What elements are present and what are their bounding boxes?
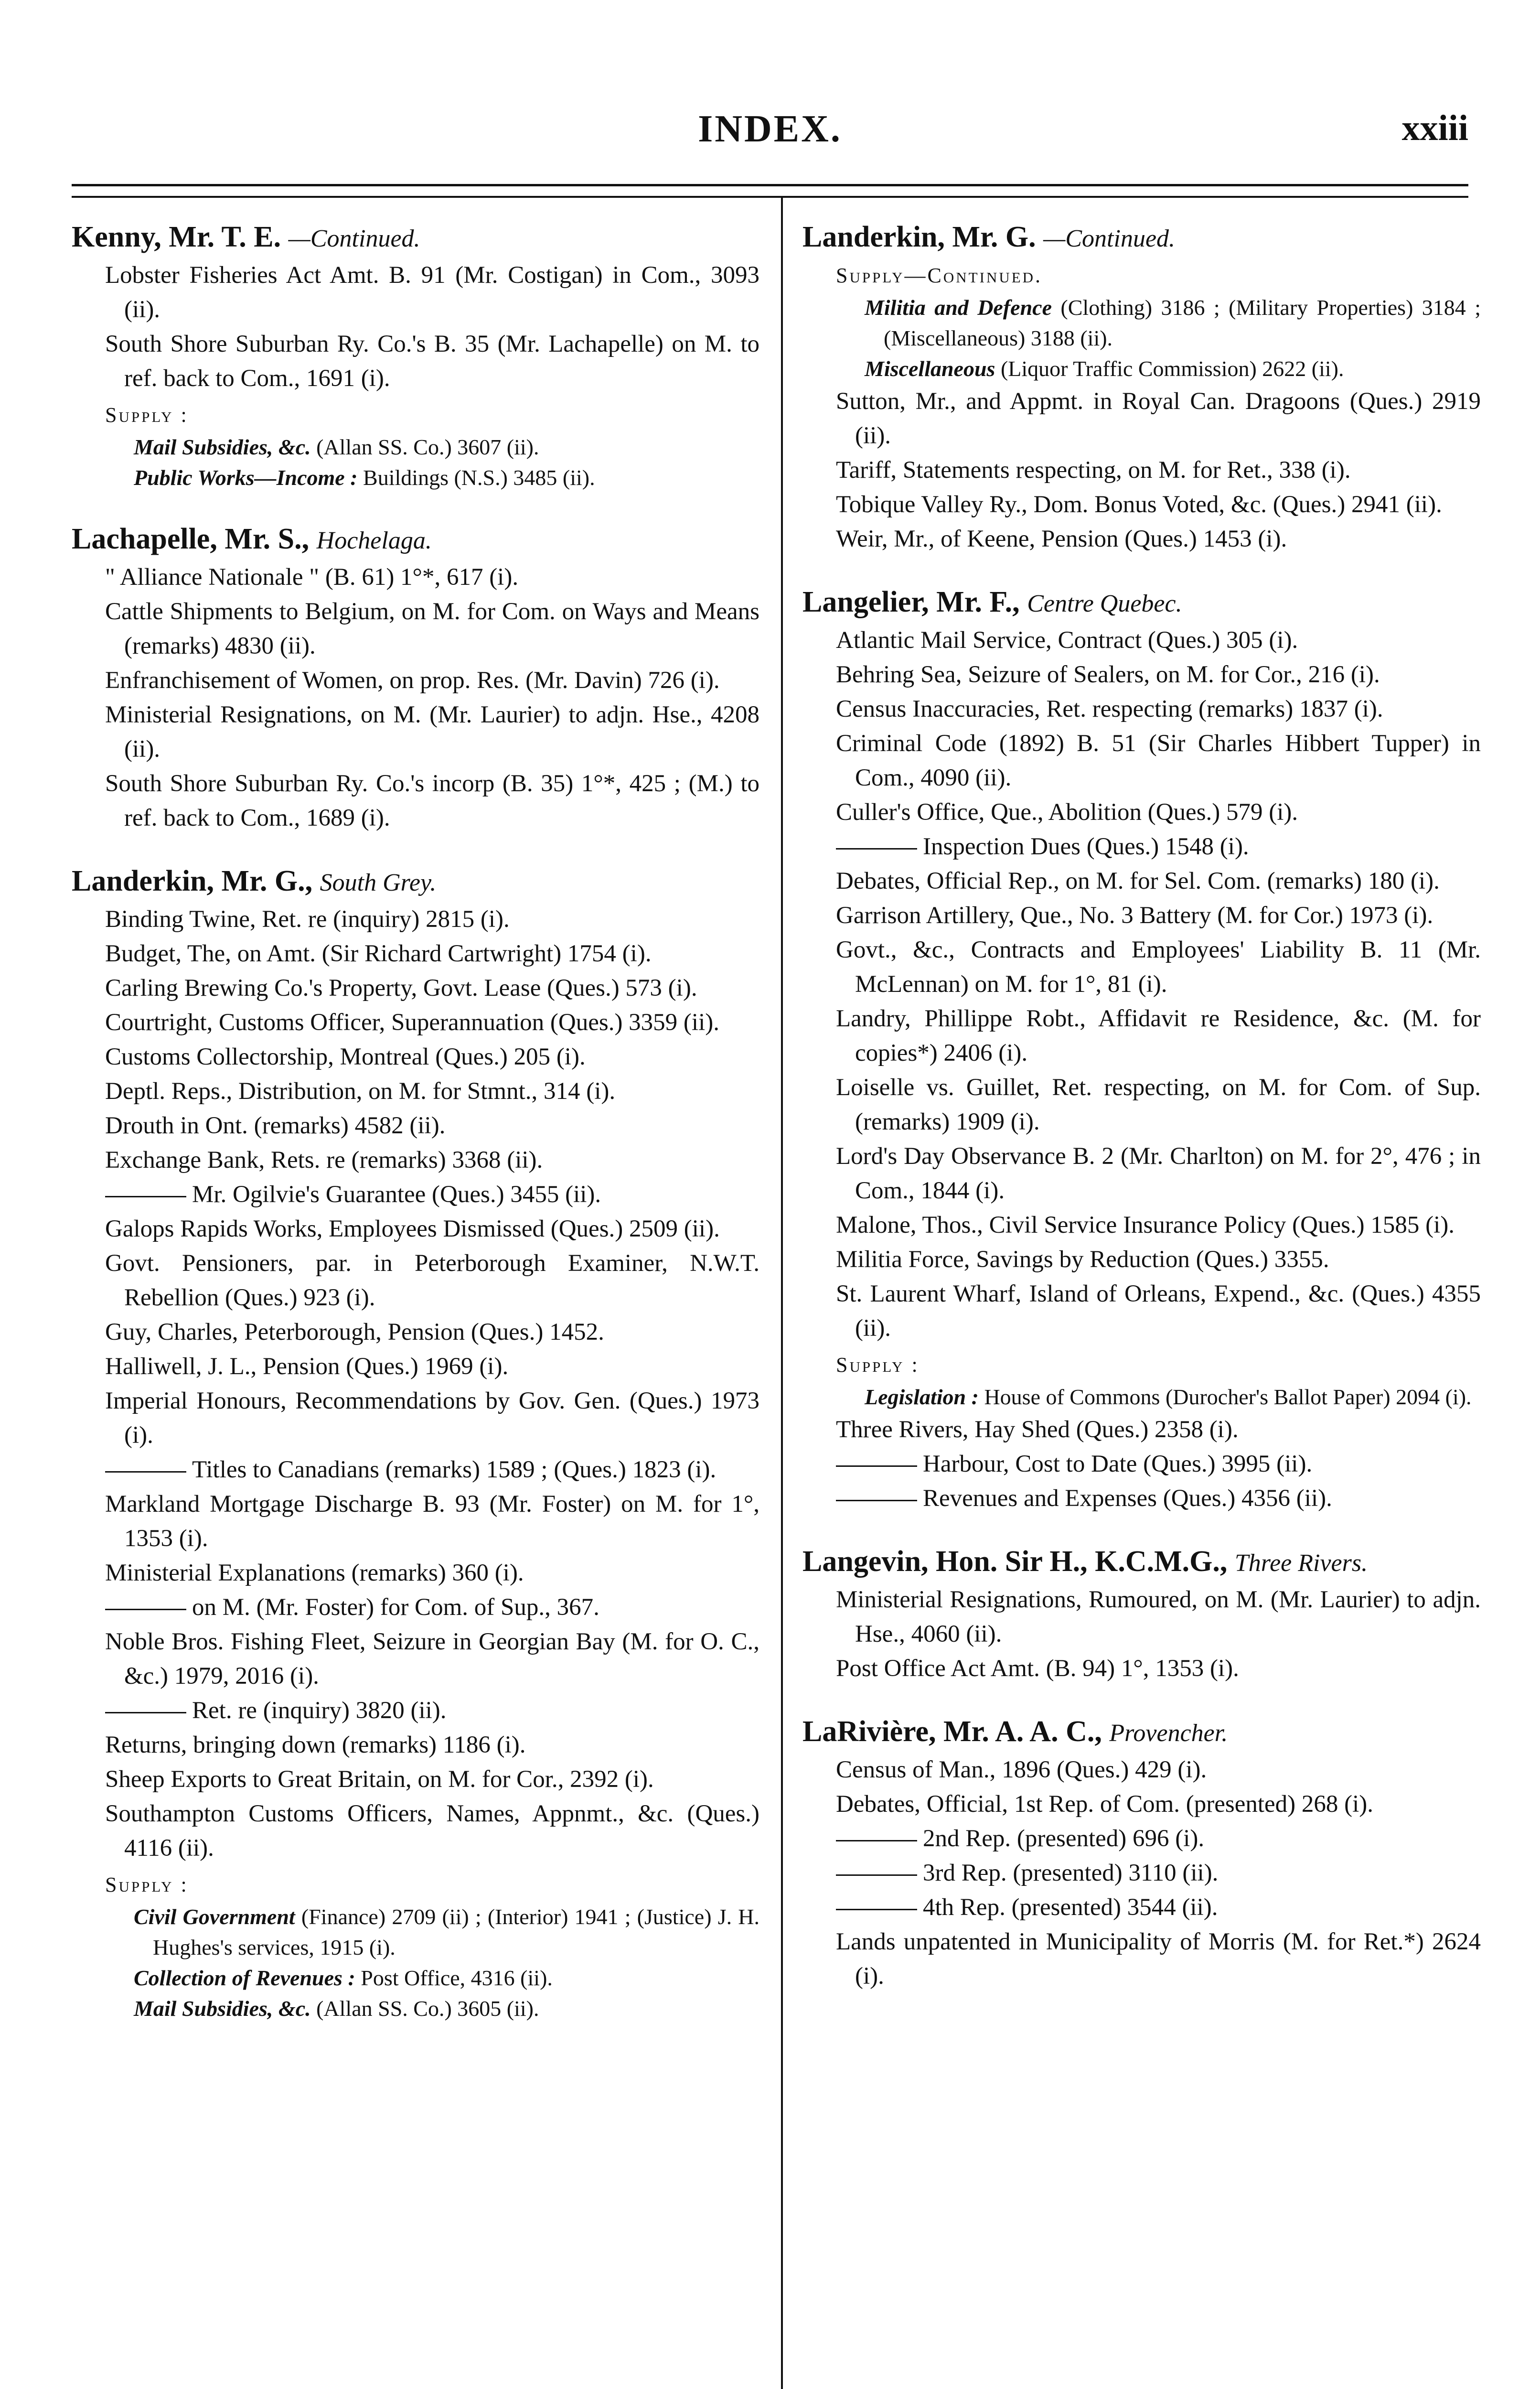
index-item: Behring Sea, Seizure of Sealers, on M. for Cor., 216 (i). <box>836 661 1380 688</box>
constituency: Three Rivers. <box>1234 1550 1368 1577</box>
supply-category: Militia and Defence <box>865 295 1052 320</box>
ditto-dash <box>105 1609 186 1610</box>
index-item: Census of Man., 1896 (Ques.) 429 (i). <box>836 1756 1207 1783</box>
index-item: Galops Rapids Works, Employees Dismissed (Ques.) 2509 (ii). <box>105 1216 720 1242</box>
entry-heading <box>802 1714 1481 1751</box>
entry-heading <box>802 1544 1481 1581</box>
constituency: Provencher. <box>1109 1720 1228 1747</box>
entry-heading <box>802 585 1481 621</box>
index-entry <box>72 220 759 493</box>
ditto-dash <box>105 1712 186 1713</box>
member-name: Langevin, Hon. Sir H., K.C.M.G., <box>802 1545 1235 1578</box>
constituency: Hochelaga. <box>316 527 432 554</box>
ditto-dash <box>836 1840 917 1841</box>
member-name: Landerkin, Mr. G., <box>72 865 320 897</box>
index-item: Criminal Code (1892) B. 51 (Sir Charles Hibbert Tupper) in Com., 4090 (ii). <box>836 730 1481 791</box>
index-item: Southampton Customs Officers, Names, Appnmt., &c. (Ques.) 4116 (ii). <box>105 1800 759 1862</box>
ditto-dash <box>836 1874 917 1876</box>
index-entry <box>802 1544 1481 1686</box>
index-item: 2nd Rep. (presented) 696 (i). <box>802 1821 1481 1856</box>
supply-label: Supply : <box>105 403 189 427</box>
member-name: Lachapelle, Mr. S., <box>72 523 317 555</box>
entry-heading <box>72 220 759 256</box>
index-item: Inspection Dues (Ques.) 1548 (i). <box>802 829 1481 864</box>
page-header <box>72 108 1468 160</box>
right-column <box>802 220 1481 2022</box>
constituency: —Continued. <box>1043 225 1176 252</box>
index-item: Exchange Bank, Rets. re (remarks) 3368 (ii). <box>105 1147 543 1173</box>
ditto-dash <box>836 848 917 850</box>
index-item: Revenues and Expenses (Ques.) 4356 (ii). <box>802 1481 1481 1516</box>
index-item: Culler's Office, Que., Abolition (Ques.) 579 (i). <box>836 799 1298 826</box>
index-entry <box>802 1714 1481 1993</box>
index-item: Customs Collectorship, Montreal (Ques.) 205 (i). <box>105 1044 586 1070</box>
index-item: Noble Bros. Fishing Fleet, Seizure in Georgian Bay (M. for O. C., &c.) 1979, 2016 (i). <box>105 1628 759 1690</box>
member-name: LaRivière, Mr. A. A. C., <box>802 1715 1110 1748</box>
index-entry <box>802 220 1481 556</box>
supply-label: Supply : <box>836 1353 920 1377</box>
header-rule-second <box>72 196 1468 198</box>
page-number: xxiii <box>1401 108 1468 148</box>
index-item: Militia Force, Savings by Reduction (Ques.) 3355. <box>836 1246 1329 1273</box>
index-item: Returns, bringing down (remarks) 1186 (i). <box>105 1732 526 1758</box>
index-item: Lord's Day Observance B. 2 (Mr. Charlton) on M. for 2°, 476 ; in Com., 1844 (i). <box>836 1143 1481 1204</box>
left-column <box>72 220 759 2053</box>
index-entry <box>802 585 1481 1516</box>
index-item: Cattle Shipments to Belgium, on M. for Com. on Ways and Means (remarks) 4830 (ii). <box>105 598 759 659</box>
index-item: St. Laurent Wharf, Island of Orleans, Expend., &c. (Ques.) 4355 (ii). <box>836 1281 1481 1342</box>
supply-label: Supply : <box>105 1873 189 1896</box>
index-item: Govt., &c., Contracts and Employees' Liability B. 11 (Mr. McLennan) on M. for 1°, 81 (i). <box>836 936 1481 998</box>
supply-category: Public Works—Income : <box>134 465 358 490</box>
index-item: Govt. Pensioners, par. in Peterborough Examiner, N.W.T. Rebellion (Ques.) 923 (i). <box>105 1250 759 1311</box>
index-item: Lobster Fisheries Act Amt. B. 91 (Mr. Costigan) in Com., 3093 (ii). <box>105 262 759 323</box>
supply-item: Legislation : House of Commons (Durocher's Ballot Paper) 2094 (i). <box>865 1385 1472 1409</box>
index-item: Harbour, Cost to Date (Ques.) 3995 (ii). <box>802 1447 1481 1481</box>
index-item: Ministerial Resignations, on M. (Mr. Laurier) to adjn. Hse., 4208 (ii). <box>105 701 759 763</box>
index-item: Ministerial Explanations (remarks) 360 (i). <box>105 1560 524 1586</box>
ditto-dash <box>836 1909 917 1910</box>
supply-item: Public Works—Income : Buildings (N.S.) 3485 (ii). <box>134 465 595 490</box>
constituency: South Grey. <box>320 869 437 896</box>
entry-heading <box>802 220 1481 256</box>
index-item: Weir, Mr., of Keene, Pension (Ques.) 1453 (i). <box>836 526 1287 552</box>
column-divider <box>781 196 783 2389</box>
index-item: Tariff, Statements respecting, on M. for Ret., 338 (i). <box>836 457 1351 484</box>
index-item: Loiselle vs. Guillet, Ret. respecting, on M. for Com. of Sup. (remarks) 1909 (i). <box>836 1074 1481 1135</box>
supply-item: Mail Subsidies, &c. (Allan SS. Co.) 3605 (ii). <box>134 1996 539 2021</box>
member-name: Langelier, Mr. F., <box>802 586 1027 618</box>
index-item: Three Rivers, Hay Shed (Ques.) 2358 (i). <box>836 1416 1239 1443</box>
index-item: Imperial Honours, Recommendations by Gov. Gen. (Ques.) 1973 (i). <box>105 1388 759 1449</box>
index-item: Sutton, Mr., and Appmt. in Royal Can. Dragoons (Ques.) 2919 (ii). <box>836 388 1481 449</box>
index-item: Guy, Charles, Peterborough, Pension (Ques.) 1452. <box>105 1319 604 1345</box>
ditto-dash <box>836 1465 917 1467</box>
index-item: Titles to Canadians (remarks) 1589 ; (Ques.) 1823 (i). <box>72 1453 759 1487</box>
index-entry <box>72 864 759 2024</box>
supply-label: Supply—Continued. <box>836 264 1043 287</box>
member-name: Kenny, Mr. T. E. <box>72 221 289 253</box>
index-item: Atlantic Mail Service, Contract (Ques.) 305 (i). <box>836 627 1298 654</box>
index-item: South Shore Suburban Ry. Co.'s B. 35 (Mr. Lachapelle) on M. to ref. back to Com., 1691 (i). <box>105 331 759 392</box>
index-item: Debates, Official, 1st Rep. of Com. (presented) 268 (i). <box>836 1791 1374 1818</box>
index-item: Budget, The, on Amt. (Sir Richard Cartwright) 1754 (i). <box>105 940 652 967</box>
index-item: Markland Mortgage Discharge B. 93 (Mr. Foster) on M. for 1°, 1353 (i). <box>105 1491 759 1552</box>
supply-item: Civil Government (Finance) 2709 (ii) ; (Interior) 1941 ; (Justice) J. H. Hughes's services, 1915 (i). <box>134 1905 759 1959</box>
ditto-dash <box>836 1500 917 1501</box>
constituency: Centre Quebec. <box>1027 590 1182 617</box>
index-item: Post Office Act Amt. (B. 94) 1°, 1353 (i). <box>836 1655 1239 1682</box>
ditto-dash <box>105 1471 186 1473</box>
index-item: Mr. Ogilvie's Guarantee (Ques.) 3455 (ii). <box>72 1177 759 1212</box>
index-item: Lands unpatented in Municipality of Morris (M. for Ret.*) 2624 (i). <box>836 1928 1481 1990</box>
index-item: Sheep Exports to Great Britain, on M. for Cor., 2392 (i). <box>105 1766 654 1793</box>
page-title: INDEX. <box>698 108 842 150</box>
index-item: Ret. re (inquiry) 3820 (ii). <box>72 1693 759 1728</box>
index-item: " Alliance Nationale " (B. 61) 1°*, 617 (i). <box>105 564 519 591</box>
supply-category: Legislation : <box>865 1385 979 1409</box>
entry-heading <box>72 864 759 900</box>
supply-category: Mail Subsidies, &c. <box>134 1996 311 2021</box>
index-item: Deptl. Reps., Distribution, on M. for Stmnt., 314 (i). <box>105 1078 616 1105</box>
constituency: —Continued. <box>288 225 420 252</box>
index-item: Carling Brewing Co.'s Property, Govt. Lease (Ques.) 573 (i). <box>105 975 697 1001</box>
index-item: 3rd Rep. (presented) 3110 (ii). <box>802 1856 1481 1890</box>
ditto-dash <box>105 1196 186 1197</box>
supply-item: Miscellaneous (Liquor Traffic Commission) 2622 (ii). <box>865 356 1344 381</box>
index-item: Landry, Phillippe Robt., Affidavit re Residence, &c. (M. for copies*) 2406 (i). <box>836 1005 1481 1066</box>
member-name: Landerkin, Mr. G. <box>802 221 1044 253</box>
index-item: Ministerial Resignations, Rumoured, on M. (Mr. Laurier) to adjn. Hse., 4060 (ii). <box>836 1586 1481 1647</box>
index-entry <box>72 522 759 835</box>
supply-item: Collection of Revenues : Post Office, 4316 (ii). <box>134 1966 553 1990</box>
index-item: Drouth in Ont. (remarks) 4582 (ii). <box>105 1112 446 1139</box>
supply-category: Miscellaneous <box>865 356 995 381</box>
index-item: Enfranchisement of Women, on prop. Res. (Mr. Davin) 726 (i). <box>105 667 720 694</box>
index-item: Courtright, Customs Officer, Superannuation (Ques.) 3359 (ii). <box>105 1009 719 1036</box>
supply-category: Civil Government <box>134 1905 295 1929</box>
supply-item: Militia and Defence (Clothing) 3186 ; (Military Properties) 3184 ; (Miscellaneous) 3188 (ii). <box>865 295 1481 350</box>
index-item: Debates, Official Rep., on M. for Sel. Com. (remarks) 180 (i). <box>836 868 1440 894</box>
index-item: Census Inaccuracies, Ret. respecting (remarks) 1837 (i). <box>836 696 1383 722</box>
index-item: Malone, Thos., Civil Service Insurance Policy (Ques.) 1585 (i). <box>836 1212 1455 1238</box>
supply-item: Mail Subsidies, &c. (Allan SS. Co.) 3607 (ii). <box>134 435 539 459</box>
index-item: on M. (Mr. Foster) for Com. of Sup., 367. <box>72 1590 759 1625</box>
index-item: Halliwell, J. L., Pension (Ques.) 1969 (i). <box>105 1353 509 1380</box>
index-item: South Shore Suburban Ry. Co.'s incorp (B. 35) 1°*, 425 ; (M.) to ref. back to Com., 1689 (i). <box>105 770 759 831</box>
index-item: Tobique Valley Ry., Dom. Bonus Voted, &c. (Ques.) 2941 (ii). <box>836 491 1442 518</box>
supply-category: Collection of Revenues : <box>134 1966 355 1990</box>
supply-category: Mail Subsidies, &c. <box>134 435 311 459</box>
entry-heading <box>72 522 759 558</box>
header-rule <box>72 184 1468 186</box>
index-item: Garrison Artillery, Que., No. 3 Battery (M. for Cor.) 1973 (i). <box>836 902 1433 929</box>
index-item: 4th Rep. (presented) 3544 (ii). <box>802 1890 1481 1925</box>
index-item: Binding Twine, Ret. re (inquiry) 2815 (i). <box>105 906 510 933</box>
